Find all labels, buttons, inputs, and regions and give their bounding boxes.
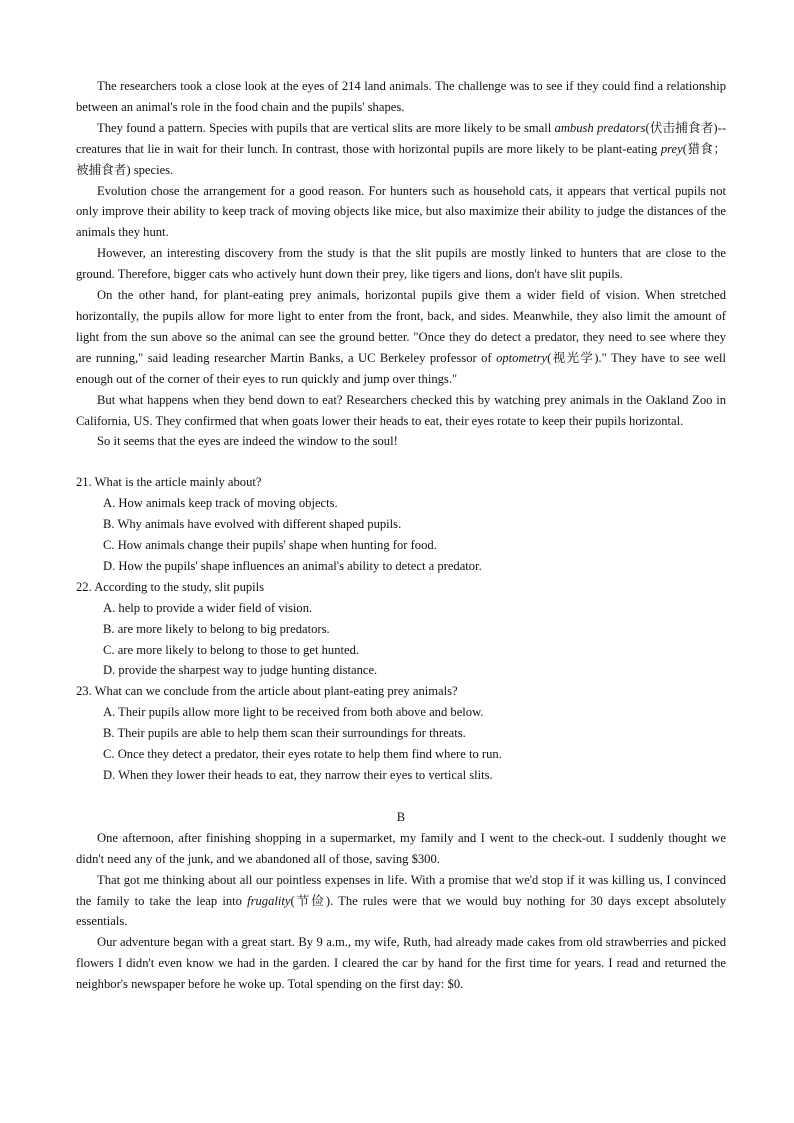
option-c: C. are more likely to belong to those to get hunted. — [103, 642, 360, 657]
option-a: A. help to provide a wider field of vision. — [103, 600, 313, 615]
passage-a — [76, 76, 726, 452]
section-title-b: B — [396, 809, 406, 824]
question-23 — [76, 681, 726, 786]
question-21 — [76, 472, 726, 577]
option-b: B. Their pupils are able to help them scan their surroundings for threats. — [103, 726, 466, 741]
passage-paragraph: That got me thinking about all our pointless expenses in life. With a promise that we'd stop if it was killing us, I convinced the family to take the leap into frugality(节俭). The rules were that we would buy nothing for 30 days except absolutely essentials. — [76, 872, 726, 929]
passage-paragraph: They found a pattern. Species with pupils that are vertical slits are more likely to be small ambush predators(伏击捕食者)--creatures that lie in wait for their lunch. In contrast, those with horizontal pupils are more likely to be plant-eating prey(猎食；被捕食者) species. — [76, 120, 727, 177]
passage-paragraph: However, an interesting discovery from the study is that the slit pupils are mostly linked to hunters that are close to the ground. Therefore, bigger cats who actively hunt down their prey, like tigers and lions, don't have slit pupils. — [76, 246, 726, 282]
option-b: B. are more likely to belong to big predators. — [103, 621, 330, 636]
italic-term: prey — [660, 141, 683, 156]
exam-page — [76, 76, 726, 995]
passage-paragraph: Our adventure began with a great start. By 9 a.m., my wife, Ruth, had already made cakes from old strawberries and picked flowers I didn't even know we had in the garden. I cleared the car by hand for the first time for years. I read and returned the neighbor's newspaper before he woke up. Total spending on the first day: $0. — [76, 935, 726, 992]
option-a: A. How animals keep track of moving objects. — [103, 496, 338, 511]
option-d: D. How the pupils' shape influences an animal's ability to detect a predator. — [103, 558, 482, 573]
option-a: A. Their pupils allow more light to be received from both above and below. — [103, 705, 484, 720]
passage-paragraph: The researchers took a close look at the eyes of 214 land animals. The challenge was to see if they could find a relationship between an animal's role in the food chain and the pupils' shapes. — [76, 79, 726, 114]
passage-paragraph: On the other hand, for plant-eating prey animals, horizontal pupils give them a wider field of vision. When stretched horizontally, the pupils allow for more light to enter from the front, back, and sides. Meanwhile, they also limit the amount of light from the sun above so the animal can see the ground better. "Once they do detect a predator, they need to see where they are running," said leading researcher Martin Banks, a UC Berkeley professor of optometry(视光学)." They have to see well enough out of the corner of their eyes to run quickly and jump over things." — [76, 288, 726, 386]
passage-paragraph: Evolution chose the arrangement for a good reason. For hunters such as household cats, it appears that vertical pupils not only improve their ability to keep track of moving objects like mice, but also maximize their ability to judge the distances of the animals they hunt. — [76, 183, 726, 240]
italic-term: frugality — [247, 893, 291, 908]
passage-paragraph: One afternoon, after finishing shopping in a supermarket, my family and I went to the check-out. I suddenly thought we didn't need any of the junk, and we abandoned all of those, saving $300. — [76, 830, 726, 866]
question-stem: 22. According to the study, slit pupils — [76, 579, 265, 594]
option-b: B. Why animals have evolved with different shaped pupils. — [103, 517, 402, 532]
passage-b — [76, 828, 726, 995]
passage-paragraph: But what happens when they bend down to eat? Researchers checked this by watching prey animals in the Oakland Zoo in California, US. They confirmed that when goats lower their heads to eat, their eyes rotate to keep their pupils horizontal. — [76, 392, 726, 428]
option-d: D. provide the sharpest way to judge hunting distance. — [103, 663, 378, 678]
question-stem: 23. What can we conclude from the article about plant-eating prey animals? — [76, 684, 458, 699]
option-d: D. When they lower their heads to eat, they narrow their eyes to vertical slits. — [103, 768, 493, 782]
italic-term: optometry — [496, 350, 548, 365]
option-c: C. How animals change their pupils' shape when hunting for food. — [103, 538, 437, 553]
passage-paragraph: So it seems that the eyes are indeed the window to the soul! — [97, 434, 398, 449]
question-22 — [76, 577, 726, 682]
italic-term: ambush predators — [554, 120, 646, 135]
question-list — [76, 472, 726, 786]
question-stem: 21. What is the article mainly about? — [76, 475, 262, 490]
option-c: C. Once they detect a predator, their eyes rotate to help them find where to run. — [103, 747, 502, 762]
